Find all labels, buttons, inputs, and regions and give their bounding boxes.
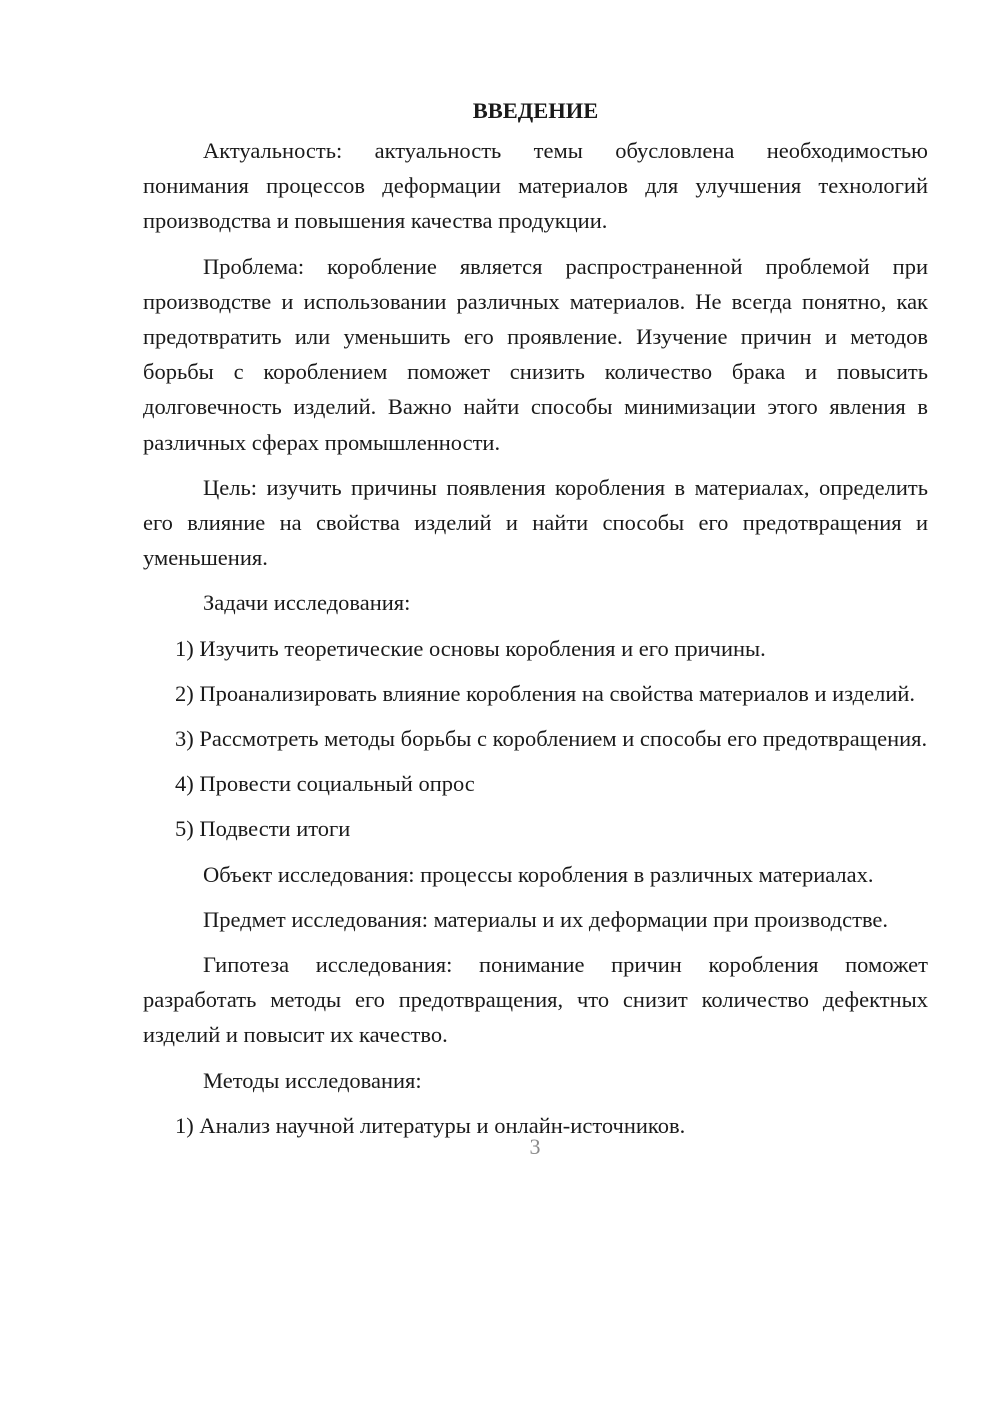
paragraph-subject: Предмет исследования: материалы и их деформации при производстве. <box>203 906 889 932</box>
task-item-5: 5) Подвести итоги <box>175 816 351 842</box>
methods-title: Методы исследования: <box>203 1067 422 1093</box>
task-item-1: 1) Изучить теоретические основы коробления и его причины. <box>175 635 766 661</box>
section-heading: ВВЕДЕНИЕ <box>472 98 599 123</box>
paragraph-relevance: Актуальность: актуальность темы обусловлена необходимостью понимания процессов деформации материалов для улучшения технологий производства и повышения качества продукции. <box>143 138 928 234</box>
task-item-4: 4) Провести социальный опрос <box>175 771 475 797</box>
method-item-1: 1) Анализ научной литературы и онлайн-источников. <box>175 1112 686 1138</box>
task-item-3: 3) Рассмотреть методы борьбы с короблением и способы его предотвращения. <box>175 726 928 752</box>
task-item-2: 2) Проанализировать влияние коробления на свойства материалов и изделий. <box>175 680 916 706</box>
paragraph-goal: Цель: изучить причины появления коробления в материалах, определить его влияние на свойства изделий и найти способы его предотвращения и уменьшения. <box>143 474 928 571</box>
document-page <box>143 96 928 1153</box>
paragraph-object: Объект исследования: процессы коробления в различных материалах. <box>203 861 874 887</box>
page-number: 3 <box>529 1134 541 1159</box>
paragraph-hypothesis: Гипотеза исследования: понимание причин коробления поможет разработать методы его предотвращения, что снизит количество дефектных изделий и повысит их качество. <box>143 952 928 1048</box>
paragraph-problem: Проблема: коробление является распространенной проблемой при производстве и использовании различных материалов. Не всегда понятно, как предотвратить или уменьшить его проявление. Изучение причин и методов борьбы с короблением поможет снизить количество брака и повысить долговечность изделий. Важно найти способы минимизации этого явления в различных сферах промышленности. <box>143 253 928 455</box>
tasks-title: Задачи исследования: <box>203 590 411 616</box>
